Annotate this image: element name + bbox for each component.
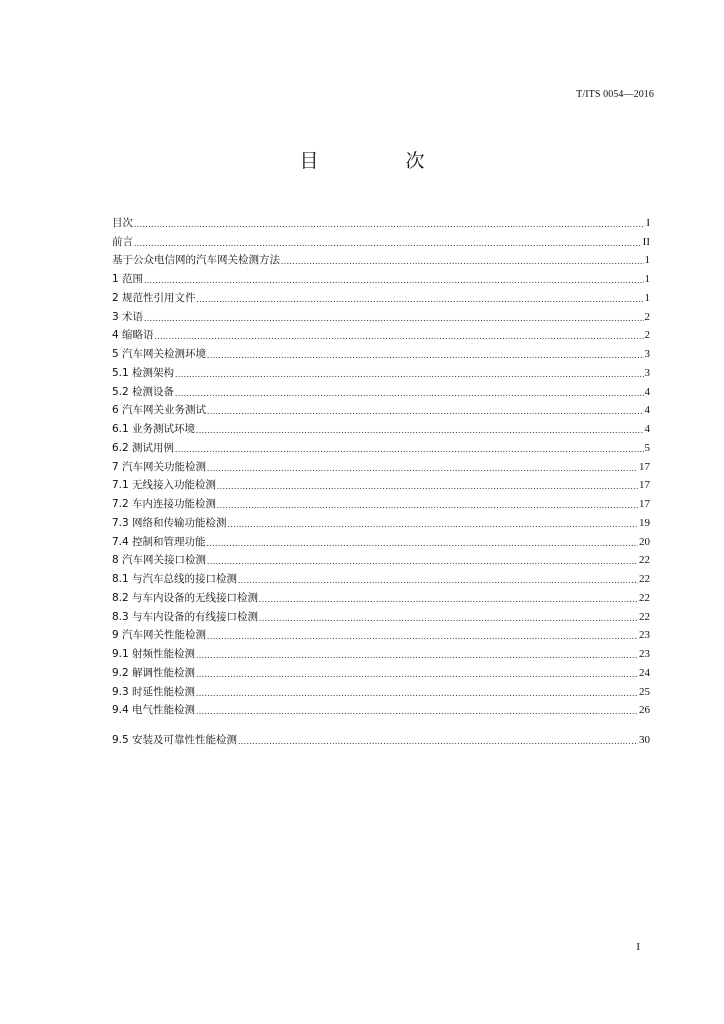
toc-entry-page: 2: [644, 310, 650, 323]
toc-entry[interactable]: [112, 698, 650, 717]
toc-entry-title: 2 规范性引用文件: [112, 291, 196, 304]
toc-entry-page: 17: [639, 460, 650, 473]
toc-entry-page: 1: [644, 291, 650, 304]
toc-entry[interactable]: [112, 416, 650, 435]
toc-entry-title: 7.2 车内连接功能检测: [112, 498, 217, 510]
toc-entry-page: 4: [644, 423, 650, 435]
toc-entry-title: 9.5 安装及可靠性性能检测: [112, 734, 238, 746]
toc-dot-leader: [217, 481, 638, 491]
toc-entry[interactable]: [112, 323, 650, 342]
toc-entry-page: 2: [644, 329, 650, 342]
toc-entry-page: 22: [639, 554, 650, 567]
toc-entry-page: 23: [639, 629, 650, 642]
toc-entry-page: 25: [639, 685, 650, 698]
toc-entry-page: 22: [639, 591, 650, 604]
toc-entry[interactable]: [112, 491, 650, 510]
toc-entry-title: 7.4 控制和管理功能: [112, 535, 206, 548]
toc-dot-leader: [175, 388, 643, 398]
toc-dot-leader: [228, 519, 638, 529]
toc-dot-leader: [207, 538, 638, 548]
toc-entry[interactable]: [112, 604, 650, 623]
toc-entry-title: 9.1 射频性能检测: [112, 648, 196, 660]
toc-entry-title: 目次: [112, 216, 133, 229]
toc-entry[interactable]: [112, 435, 650, 454]
toc-dot-leader: [207, 631, 638, 641]
toc-dot-leader: [196, 425, 643, 435]
toc-entry[interactable]: [112, 304, 650, 323]
toc-entry-title: 5.1 检测架构: [112, 366, 175, 379]
toc-entry-title: 前言: [112, 235, 133, 248]
toc-entry-page: 26: [639, 704, 650, 717]
toc-entry-title: 4 缩略语: [112, 329, 154, 342]
toc-entry[interactable]: [112, 660, 650, 679]
toc-dot-leader: [207, 556, 638, 566]
toc-entry-page: 3: [644, 366, 650, 379]
toc-entry-page: 4: [644, 385, 650, 398]
toc-entry-page: 1: [644, 254, 650, 267]
toc-entry-page: 19: [639, 516, 650, 529]
toc-entry-page: 1: [644, 273, 650, 285]
toc-dot-leader: [144, 275, 643, 285]
toc-entry-title: 6 汽车网关业务测试: [112, 404, 207, 417]
toc-entry[interactable]: [112, 529, 650, 548]
toc-entry[interactable]: [112, 210, 650, 229]
toc-entry[interactable]: [112, 341, 650, 360]
toc-entry-page: 20: [639, 535, 650, 548]
toc-entry[interactable]: [112, 566, 650, 585]
toc-entry[interactable]: [112, 548, 650, 567]
toc-entry-page: 17: [639, 498, 650, 510]
toc-entry[interactable]: [112, 266, 650, 285]
toc-entry-title: 7.3 网络和传输功能检测: [112, 516, 227, 529]
toc-entry-title: 8.2 与车内设备的无线接口检测: [112, 591, 259, 604]
toc-entry-page: 5: [644, 441, 650, 454]
toc-dot-leader: [196, 706, 638, 716]
toc-entry-title: 6.2 测试用例: [112, 441, 175, 454]
table-of-contents: [112, 210, 650, 746]
toc-entry-page: 24: [639, 666, 650, 679]
toc-entry-title: 9.2 解调性能检测: [112, 666, 196, 679]
page-title: 目 次: [299, 150, 459, 172]
toc-entry-page: 4: [644, 404, 650, 417]
toc-entry-title: 9.3 时延性能检测: [112, 685, 196, 698]
toc-entry-page: 23: [639, 648, 650, 660]
toc-entry-title: 8.1 与汽车总线的接口检测: [112, 573, 238, 585]
toc-entry[interactable]: [112, 510, 650, 529]
toc-entry-page: 22: [639, 610, 650, 623]
toc-dot-leader: [207, 463, 638, 473]
toc-entry-page: 22: [639, 573, 650, 585]
toc-entry-title: 7 汽车网关功能检测: [112, 460, 207, 473]
toc-entry[interactable]: [112, 398, 650, 417]
toc-entry-title: 5 汽车网关检测环境: [112, 348, 207, 360]
toc-entry[interactable]: [112, 454, 650, 473]
toc-dot-leader: [238, 736, 638, 746]
toc-dot-leader: [134, 238, 642, 248]
toc-entry[interactable]: [112, 623, 650, 642]
toc-entry-title: 8 汽车网关接口检测: [112, 554, 207, 567]
toc-entry-title: 6.1 业务测试环境: [112, 423, 196, 435]
toc-dot-leader: [134, 219, 645, 229]
toc-entry[interactable]: [112, 641, 650, 660]
toc-entry-page: II: [642, 235, 650, 248]
toc-entry-page: 3: [644, 348, 650, 360]
toc-dot-leader: [175, 444, 643, 454]
toc-entry[interactable]: [112, 679, 650, 698]
toc-dot-leader: [196, 650, 638, 660]
toc-entry-title: 3 术语: [112, 310, 144, 323]
toc-dot-leader: [196, 669, 638, 679]
toc-entry[interactable]: [112, 285, 650, 304]
toc-dot-leader: [196, 688, 638, 698]
toc-entry-title: 7.1 无线接入功能检测: [112, 479, 217, 492]
toc-entry-title: 5.2 检测设备: [112, 385, 175, 398]
toc-entry[interactable]: [112, 727, 650, 746]
toc-entry-title: 1 范围: [112, 273, 144, 285]
toc-dot-leader: [144, 313, 643, 323]
toc-dot-leader: [217, 500, 638, 510]
toc-entry[interactable]: [112, 379, 650, 398]
toc-dot-leader: [259, 613, 638, 623]
toc-dot-leader: [207, 406, 643, 416]
toc-entry-title: 9 汽车网关性能检测: [112, 629, 207, 642]
toc-entry[interactable]: [112, 360, 650, 379]
toc-dot-leader: [281, 256, 644, 266]
toc-entry-page: 17: [639, 479, 650, 492]
toc-entry[interactable]: [112, 473, 650, 492]
toc-dot-leader: [207, 350, 643, 360]
toc-entry-title: 8.3 与车内设备的有线接口检测: [112, 610, 259, 623]
toc-entry-title: 基于公众电信网的汽车网关检测方法: [112, 254, 280, 267]
toc-entry-page: I: [646, 216, 650, 229]
page-number: I: [636, 941, 640, 953]
toc-dot-leader: [259, 594, 638, 604]
toc-dot-leader: [238, 575, 638, 585]
toc-dot-leader: [155, 331, 644, 341]
toc-entry-page: 30: [639, 734, 650, 746]
document-id: T/ITS 0054—2016: [576, 89, 654, 100]
toc-entry[interactable]: [112, 229, 650, 248]
toc-entry[interactable]: [112, 248, 650, 267]
toc-entry-title: 9.4 电气性能检测: [112, 704, 196, 717]
toc-entry[interactable]: [112, 585, 650, 604]
toc-dot-leader: [175, 369, 643, 379]
toc-dot-leader: [197, 294, 644, 304]
